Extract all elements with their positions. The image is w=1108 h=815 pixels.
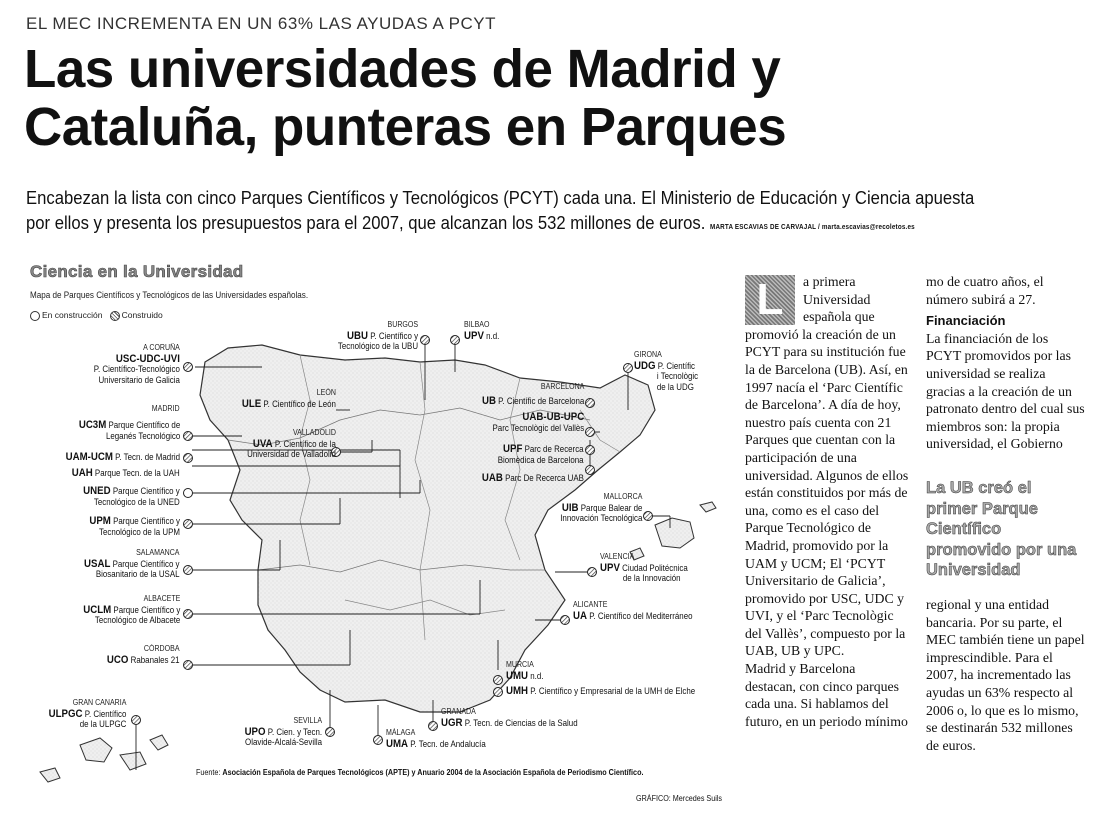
marker-umh [494,688,503,697]
marker-ua [561,616,570,625]
article-col2-p2: La financiación de los PCYT promovidos por las universidad se realiza gracias a la creación de un patronato dentro del cual sus miembros son: la propia universidad, el Gobierno [926,330,1085,452]
desc-uabubupc: Parc Tecnològic del Vallès [492,422,584,433]
label-uc3m [79,420,180,441]
marker-uamucm [184,454,193,463]
marker-ub [586,399,595,408]
source-text: Asociación Española de Parques Tecnológicos (APTE) y Anuario 2004 de la Asociación Española de Periodismo Científico. [222,768,644,777]
code-ugr: UGR [441,716,463,729]
desc-uc3m-1: Parque Científico de [108,420,180,430]
marker-upo [326,728,335,737]
legend-construction: En construcción [42,310,103,320]
label-uamucm [66,452,180,463]
legend-built: Construido [121,310,163,320]
code-ub: UB [481,395,496,407]
code-upv-valencia: UPV [600,561,620,574]
deck-line-1: Encabezan la lista con cinco Parques Científicos y Tecnológicos (PCYT) cada una. El Ministerio de Educación y Ciencia apuesta [26,187,975,208]
marker-ulpgc [132,716,141,725]
desc-upm-1: Parque Científico y [113,516,180,526]
source-prefix: Fuente: [196,768,223,777]
label-usal [85,548,180,580]
article-paragraph-2: Madrid y Barcelona destacan, con cinco parques cada una. Si hablamos del futuro, en un periodo mínimo [745,661,908,729]
desc-udg-3: de la UDG [656,381,694,392]
dropcap-l: L [745,275,795,325]
article-column-1 [745,273,909,730]
desc-ubu-1: P. Científico y [370,330,418,341]
label-umh [506,686,695,697]
desc-uned-1: Parque Científico y [113,486,180,496]
code-ua: UA [573,609,587,622]
code-udg: UDG [634,359,656,372]
code-usal: USAL [84,557,111,570]
label-uabubupc [492,412,584,433]
desc-uab: Parc De Recerca UAB [505,473,584,483]
label-ubu [338,320,418,352]
marker-usc [184,363,193,372]
desc-ugr: P. Tecn. de Ciencias de la Salud [464,717,578,728]
city-valencia: VALENCIA [600,552,635,561]
subhead-financiacion: Financiación [926,313,1006,329]
label-upo [244,716,322,748]
label-upm [89,516,180,537]
desc-usal-1: Parque Científico y [113,558,180,569]
desc-udg-1: P. Científic [657,360,696,371]
map-title: Ciencia en la Universidad [30,262,244,281]
city-granada: GRANADA [441,707,476,716]
marker-uab [586,466,595,475]
marker-umu [494,676,503,685]
code-uamucm: UAM-UCM [65,451,113,463]
code-ule: ULE [241,397,262,410]
code-uib: UIB [561,501,579,514]
desc-ulpgc-2: de la ULPGC [79,719,126,729]
code-uc3m: UC3M [78,419,107,431]
article-column-2-continued [926,596,1086,754]
desc-upo-2: Olavide-Alcalá-Sevilla [244,737,322,747]
desc-umu: n.d. [530,670,544,681]
article-col2-p3: regional y una entidad bancaria. Por su parte, el MEC también tiene un papel imprescindible. Para el 2007, ha incrementado las ayudas un 63% respecto al 2006 o, lo que es lo mismo, se destinarán 532 millones de euros. [926,597,1085,753]
label-uva [247,428,336,460]
code-upf: UPF [503,443,523,455]
label-uab [482,473,584,484]
city-albacete: ALBACETE [143,594,180,603]
article-col2-p1: mo de cuatro años, el número subirá a 27. [926,274,1044,307]
desc-upo-1: P. Cien. y Tecn. [267,726,322,737]
desc-uib-2: Innovación Tecnológica [559,513,642,523]
marker-upf [586,446,595,455]
desc-ua: P. Científico del Mediterráneo [589,610,693,621]
desc-upv-bilbao: n.d. [486,330,500,341]
desc-uc3m-2: Leganés Tecnológico [105,430,180,441]
map-subtitle: Mapa de Parques Científicos y Tecnológicos de las Universidades españolas. [30,290,309,300]
code-uva: UVA [252,437,273,450]
label-uco [107,644,180,665]
marker-uma [374,736,383,745]
city-salamanca: SALAMANCA [136,548,180,557]
label-ule [242,388,336,409]
label-madrid-city [152,404,180,415]
marker-usal [184,566,193,575]
desc-umh: P. Científico y Empresarial de la UMH de Elche [530,686,696,696]
city-valladolid: VALLADOLID [293,428,336,437]
city-canaria: GRAN CANARIA [72,698,126,707]
deck-line-2-text: por ellos y presenta los presupuestos para el 2007, que alcanzan los 532 millones de euros. [26,212,706,233]
article-col1-text: a primera Universidad española que promovió la creación de un PCYT para su institución fue la de Barcelona (UB). Así, en 1997 nacía el ‘Parc Científic de Barcelona’. A día de hoy, nuestro país cuenta con 21 Parques que cuentan con la participación de una universidad. Algunos de ellos están constituidos por más de una, como es el caso del Parque Tecnológico de Madrid, promovido por la UAM y UCM; El ‘PCYT Universitario de Galicia’, promovido por USC, UDC y UVI, y el ‘Parc Tecnològic del Vallès’, compuesto por la UAB, UB y UPC. [745,274,909,659]
article-paragraph-1 [745,273,909,660]
city-girona: GIRONA [634,350,662,359]
desc-uma: P. Tecn. de Andalucía [410,738,486,749]
city-sevilla: SEVILLA [293,716,322,725]
desc-ule: P. Científico de León [263,398,336,409]
code-uab: UAB [482,472,503,484]
desc-upv-valencia-1: Ciudad Politécnica [622,562,688,573]
desc-ubu-2: Tecnológico de la UBU [337,341,418,351]
city-malaga: MÁLAGA [386,728,416,737]
label-uned [83,486,180,507]
kicker: EL MEC INCREMENTA EN UN 63% LAS AYUDAS A PCYT [26,14,496,33]
desc-uamucm: P. Tecn. de Madrid [115,452,180,462]
code-uah: UAH [71,467,93,479]
city-madrid: MADRID [152,404,180,413]
city-burgos: BURGOS [387,320,418,329]
label-ua [573,600,693,621]
label-uma [386,728,486,749]
label-ulpgc [48,698,126,730]
desc-uned-2: Tecnológico de la UNED [94,496,180,507]
marker-uco [184,661,193,670]
marker-uib [644,512,653,521]
marker-upvval [588,568,597,577]
map-credit: GRÁFICO: Mercedes Suils [636,794,723,803]
map-source [196,768,643,777]
code-uma: UMA [386,737,409,750]
city-bilbao: BILBAO [464,320,490,329]
label-usc [94,343,180,385]
desc-upf-2: Biomèdica de Barcelona [498,454,584,465]
label-ub [482,396,584,407]
code-ubu: UBU [346,329,368,342]
city-coruna: A CORUÑA [143,343,180,352]
desc-upf-1: Parc de Recerca [525,444,584,454]
city-alicante: ALICANTE [573,600,608,609]
canarias-shape [40,735,168,782]
label-upv-valencia [600,552,688,584]
label-uib [560,492,642,524]
code-upo: UPO [244,725,266,738]
code-usc: USC-UDC-UVI [115,352,180,365]
headline-line-2: Cataluña, punteras en Parques [24,97,787,157]
label-umu [506,660,543,681]
city-mallorca: MALLORCA [603,492,642,501]
code-upm: UPM [89,515,111,527]
pull-quote: La UB creó el primer Parque Científico promovido por una Universidad [926,479,1077,579]
code-umh: UMH [506,685,529,697]
desc-uclm-1: Parque Científico y [113,604,180,615]
label-upf [498,444,584,465]
marker-uned [184,489,193,498]
desc-upm-2: Tecnológico de la UPM [98,526,180,537]
city-murcia: MURCIA [506,660,534,669]
code-uclm: UCLM [82,603,111,616]
label-uclm [83,594,180,626]
code-uned: UNED [83,485,111,497]
marker-ubu [421,336,430,345]
label-uah [72,468,180,479]
code-ulpgc: ULPGC [48,707,83,720]
code-upv-bilbao: UPV [464,329,484,342]
marker-uclm [184,610,193,619]
desc-uib-1: Parque Balear de [580,502,642,513]
label-ugr [441,707,578,728]
label-upv-bilbao [464,320,499,341]
desc-ub: P. Científic de Barcelona [497,396,584,406]
marker-uabubupc [586,428,595,437]
desc-uco: Rabanales 21 [131,654,180,665]
desc-usal-2: Biosanitario de la USAL [96,569,180,579]
article-column-2 [926,273,1086,453]
headline-line-1: Las universidades de Madrid y [24,39,781,99]
mallorca-shape [655,518,694,548]
marker-udg [624,364,633,373]
marker-upm [184,520,193,529]
code-uco: UCO [107,653,129,666]
byline: MARTA ESCAVIAS DE CARVAJAL / marta.escavias@recoletos.es [710,224,915,231]
desc-upv-valencia-2: de la Innovación [622,573,681,583]
desc-uclm-2: Tecnológico de Albacete [94,615,180,625]
city-leon: LEÓN [316,388,336,397]
city-cordoba: CÓRDOBA [144,644,180,653]
desc-usc-1: P. Científico-Tecnológico [93,364,180,374]
menorca-shape [700,502,716,512]
city-barcelona: BARCELONA [540,382,584,391]
marker-uc3m [184,432,193,441]
marker-upvbil [451,336,460,345]
code-umu: UMU [506,669,529,682]
desc-uva-2: Universidad de Valladolid [247,449,336,459]
desc-uah: Parque Tecn. de la UAH [95,468,180,478]
desc-usc-2: Universitario de Galicia [98,374,180,385]
desc-udg-2: i Tecnològic [656,371,699,381]
desc-ulpgc-1: P. Científico [84,708,126,719]
code-uabubupc: UAB-UB-UPC [522,411,584,423]
label-udg [634,350,698,392]
label-barcelona-city [541,382,584,393]
desc-uva-1: P. Científico de la [274,438,336,449]
